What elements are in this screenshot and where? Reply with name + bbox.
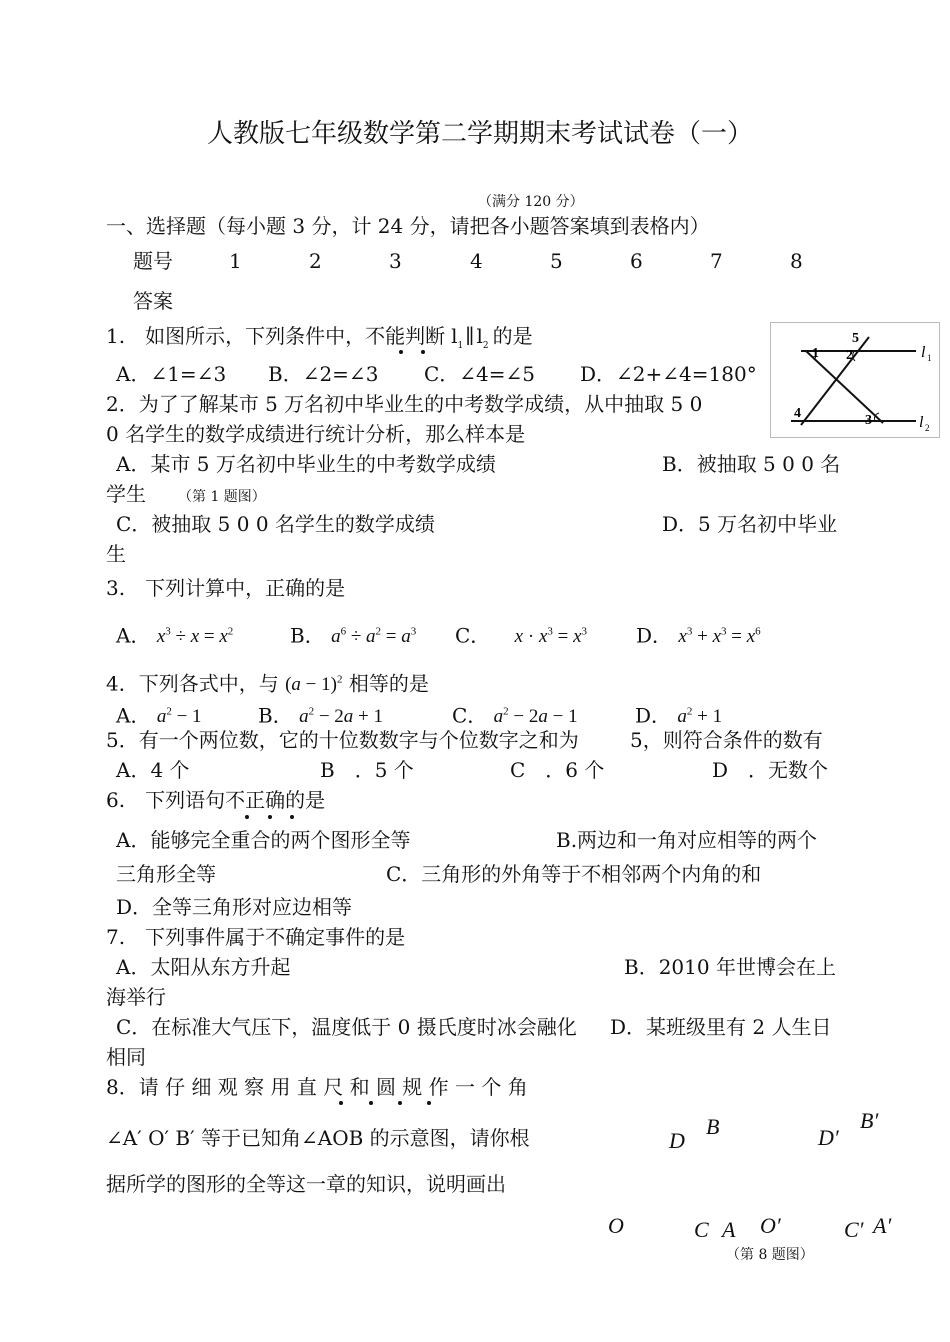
math-expression: $x^3 \div x = x^2$: [156, 626, 234, 648]
q1-l1: $l_1$: [451, 324, 464, 351]
q5-option-b: B ．5 个: [320, 758, 414, 782]
fig-label-o: O: [608, 1213, 624, 1238]
emphasis-dot: [398, 1101, 402, 1105]
q8-emphasis: 直 尺 和 圆 规: [296, 1075, 423, 1099]
q1-emphasis: 不能: [365, 324, 406, 348]
emphasis-dot: [421, 350, 425, 354]
fig-label-d-prime: D′: [818, 1125, 839, 1150]
table-cell-number: 7: [710, 249, 723, 273]
fig-label: 1: [812, 346, 819, 361]
q5-option-d: D ．无数个: [712, 758, 829, 782]
table-row-label-number: 题号: [133, 249, 173, 273]
q8-figure-caption: （第 8 题图）: [726, 1247, 814, 1263]
q1-l2: $l_2$: [476, 324, 489, 351]
math-expression: $a^6 \div a^2 = a^3$: [331, 626, 417, 648]
q6-stem: 6. 下列语句不正确的是: [106, 788, 326, 812]
q1-text-b: 判断: [405, 324, 446, 348]
fig-label-c-prime: C′: [844, 1217, 864, 1242]
fig-label: 2: [925, 423, 930, 433]
emphasis-dot: [399, 350, 403, 354]
fig-label: 4: [794, 406, 801, 421]
fig-label-a-prime: A′: [873, 1213, 892, 1238]
table-cell-number: 2: [309, 249, 322, 273]
math-expression: $a^2 - 1$: [156, 706, 202, 728]
q8-line1: 8．请 仔 细 观 察 用 直 尺 和 圆 规 作 一 个 角: [106, 1075, 528, 1099]
table-cell-number: 1: [229, 249, 242, 273]
page-title: 人教版七年级数学第二学期期末考试试卷（一）: [207, 119, 754, 149]
q3-stem: 3. 下列计算中，正确的是: [106, 576, 346, 600]
q4-option-b: B． $a^2 - 2a + 1$: [258, 703, 383, 728]
math-expression: $(a - 1)^2$: [285, 674, 343, 696]
section-heading: 一、选择题（每小题 3 分，计 24 分，请把各小题答案填到表格内）: [106, 214, 710, 238]
q3-option-c: C． $x \cdot x^3 = x^3$: [455, 623, 588, 648]
fig-label: 5: [852, 331, 859, 346]
fig-label-a: A: [722, 1217, 736, 1242]
q6-option-a: A．能够完全重合的两个图形全等: [116, 828, 411, 852]
fig-label-d: D: [669, 1128, 685, 1153]
fig-label-b: B: [706, 1114, 720, 1139]
q5-stem-a: 5．有一个两位数，它的十位数数字与个位数字之和为: [106, 728, 579, 752]
table-row-label-answer: 答案: [133, 289, 173, 313]
math-expression: $x \cdot x^3 = x^3$: [514, 626, 588, 648]
q2-option-d-cont: 生: [106, 542, 126, 566]
q3-option-a: A． $x^3 \div x = x^2$: [116, 623, 234, 648]
emphasis-dot: [369, 1101, 373, 1105]
fig-label-c: C: [694, 1217, 709, 1242]
q2-option-b: B．被抽取 5 0 0 名: [662, 452, 841, 476]
q3-option-d: D． $x^3 + x^3 = x^6$: [636, 623, 761, 648]
q1-text-a: 1. 如图所示，下列条件中，: [106, 324, 366, 348]
parallel-lines-diagram: [771, 323, 939, 437]
q2-option-a: A．某市 5 万名初中毕业生的中考数学成绩: [116, 452, 496, 476]
emphasis-dot: [427, 1101, 431, 1105]
q1-option-d: D．∠2+∠4=180°: [580, 362, 757, 386]
q7-option-d: D．某班级里有 2 人生日: [610, 1015, 832, 1039]
table-cell-number: 8: [790, 249, 803, 273]
fig-label: 2: [846, 348, 853, 363]
q1-option-a: A．∠1=∠3: [116, 362, 227, 386]
q7-option-a: A．太阳从东方升起: [116, 955, 291, 979]
q5-option-c: C ．6 个: [510, 758, 605, 782]
q1-option-c: C．∠4=∠5: [424, 362, 536, 386]
math-expression: $a^2 - 2a - 1$: [493, 706, 578, 728]
fig-label: l: [921, 344, 926, 361]
math-expression: $a^2 - 2a + 1$: [299, 706, 383, 728]
q6-option-b-cont: 三角形全等: [116, 862, 216, 886]
emphasis-dot: [339, 1101, 343, 1105]
q7-option-b-cont: 海举行: [106, 985, 166, 1009]
q6-emphasis: 不正确: [225, 788, 286, 812]
math-expression: $a^2 + 1$: [677, 706, 723, 728]
q7-option-c: C．在标准大气压下，温度低于 0 摄氏度时冰会融化: [116, 1015, 577, 1039]
q8-line3: 据所学的图形的全等这一章的知识，说明画出: [106, 1172, 506, 1196]
q4-stem: 4．下列各式中，与 $(a - 1)^2$ 相等的是: [106, 671, 429, 696]
table-cell-number: 4: [470, 249, 483, 273]
emphasis-dot: [268, 815, 272, 819]
q2-option-b-cont: 学生: [106, 482, 146, 506]
q1-parallel: ∥: [465, 324, 475, 348]
q2-option-c: C．被抽取 5 0 0 名学生的数学成绩: [116, 512, 435, 536]
q5-stem-b: 5，则符合条件的数有: [630, 728, 823, 752]
q1-figure-caption: （第 1 题图）: [178, 489, 266, 505]
q1-text-c: 的是: [492, 324, 533, 348]
q6-option-c: C．三角形的外角等于不相邻两个内角的和: [386, 862, 762, 886]
q7-option-b: B．2010 年世博会在上: [624, 955, 836, 979]
fig-label-o-prime: O′: [760, 1213, 781, 1238]
q4-option-d: D． $a^2 + 1$: [635, 703, 723, 728]
emphasis-dot: [290, 815, 294, 819]
q5-option-a: A．4 个: [116, 758, 190, 782]
q3-option-b: B． $a^6 \div a^2 = a^3$: [290, 623, 417, 648]
q1-stem: [106, 324, 533, 355]
full-score: （满分 120 分）: [478, 194, 584, 210]
q1-option-b: B．∠2=∠3: [268, 362, 379, 386]
q2-line1: 2．为了了解某市 5 万名初中毕业生的中考数学成绩，从中抽取 5 0: [106, 392, 703, 416]
fig-label: 3: [865, 413, 872, 428]
q7-option-d-cont: 相同: [106, 1045, 146, 1069]
q6-option-d: D．全等三角形对应边相等: [116, 895, 353, 919]
q2-line2: 0 名学生的数学成绩进行统计分析，那么样本是: [106, 422, 526, 446]
q8-line2: ∠A′ O′ B′ 等于已知角∠AOB 的示意图，请你根: [106, 1126, 530, 1150]
emphasis-dot: [245, 815, 249, 819]
table-cell-number: 6: [630, 249, 643, 273]
q4-option-c: C． $a^2 - 2a - 1$: [452, 703, 578, 728]
q1-figure: [770, 322, 940, 438]
q7-stem: 7. 下列事件属于不确定事件的是: [106, 925, 406, 949]
fig-label: 1: [927, 353, 932, 363]
table-cell-number: 3: [389, 249, 402, 273]
q2-option-d: D．5 万名初中毕业: [662, 512, 838, 536]
fig-label-b-prime: B′: [860, 1108, 879, 1133]
fig-label: l: [919, 414, 924, 431]
q6-option-b: B.两边和一角对应相等的两个: [556, 828, 818, 852]
table-cell-number: 5: [550, 249, 563, 273]
math-expression: $x^3 + x^3 = x^6$: [678, 626, 761, 648]
q4-option-a: A． $a^2 - 1$: [116, 703, 202, 728]
